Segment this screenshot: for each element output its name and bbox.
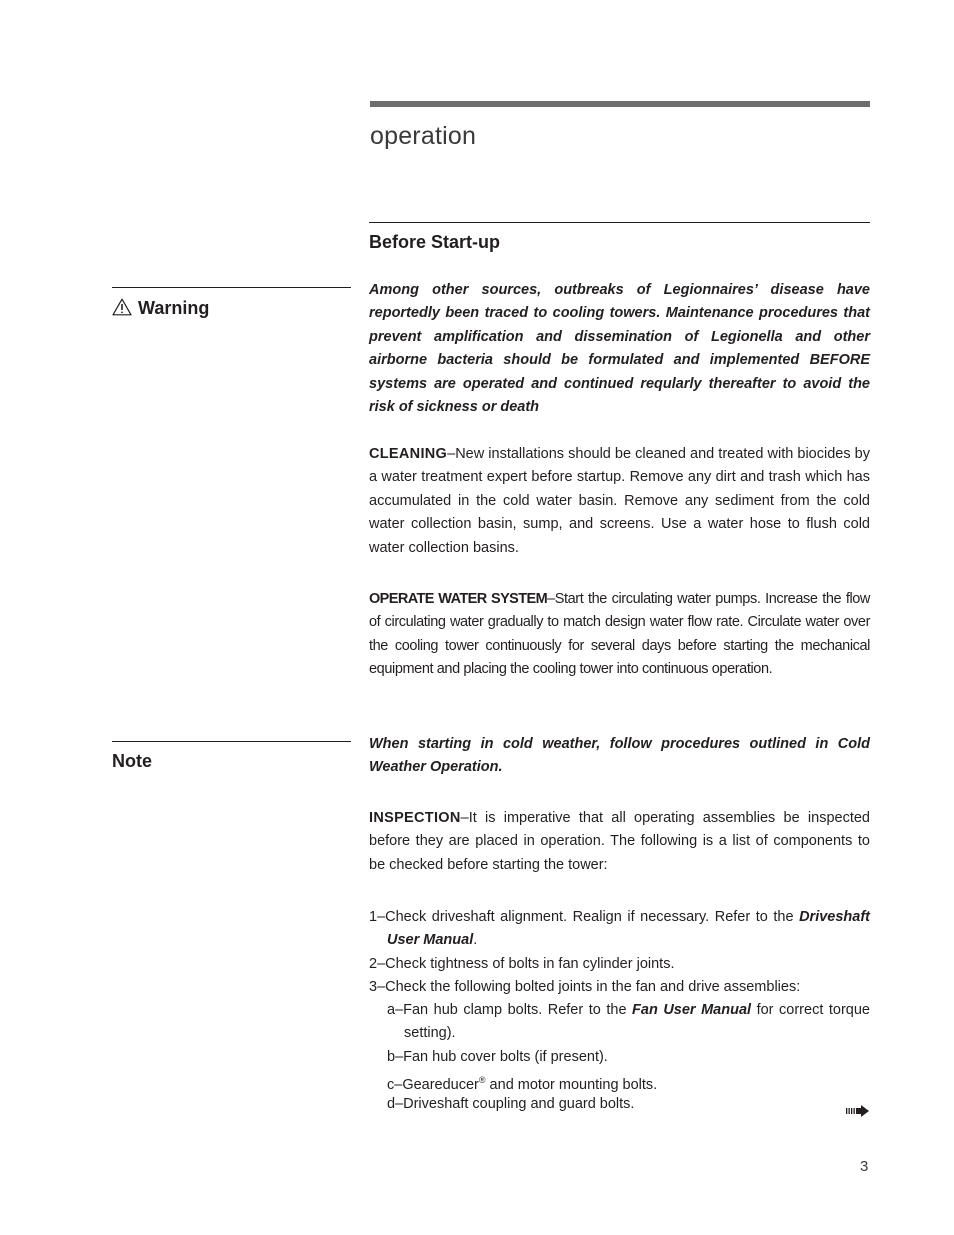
subitem-a-text: a–Fan hub clamp bolts. Refer to the	[387, 1002, 633, 1018]
note-label: Note	[112, 751, 152, 771]
subitem-c-text: c–Geareducer	[387, 1076, 479, 1093]
cleaning-lead: CLEANING	[369, 446, 448, 462]
note-text: When starting in cold weather, follow procedures outlined in Cold Weather Operation.	[369, 736, 870, 776]
list-subitem: d–Driveshaft coupling and guard bolts.	[387, 1096, 635, 1112]
subitem-a-suffix: for correct torque setting).	[404, 1002, 870, 1042]
cleaning-text: –New installations should be cleaned and treated with biocides by a water treatment expert before startup. Remove any dirt and trash which has accumulated in the cold water basin. Remove any sediment from the cold water collection basin, sump, and screens. Use a water hose to flush cold water collection basins.	[369, 446, 870, 556]
page-number: 3	[860, 1158, 869, 1175]
heading-rule	[369, 222, 870, 223]
warning-label-text: Warning	[138, 298, 210, 318]
registered-mark: ®	[478, 1075, 486, 1085]
operate-text: –Start the circulating water pumps. Increase the flow of circulating water gradually to match design water flow rate. Circulate water over the cooling tower continuously for several days before starting the mechanical equipment and placing the cooling tower into continuous operation.	[369, 591, 871, 678]
list-item-1-text: 1–Check driveshaft alignment. Realign if necessary. Refer to the	[369, 909, 800, 925]
cleaning-paragraph	[369, 443, 870, 560]
inspection-lead: INSPECTION	[369, 810, 461, 826]
list-item: 3–Check the following bolted joints in the fan and drive assemblies:	[369, 979, 801, 995]
list-item	[369, 906, 870, 953]
warning-triangle-icon	[112, 298, 132, 321]
operate-paragraph	[369, 588, 870, 682]
section-title: operation	[370, 122, 477, 150]
section-top-rule	[370, 101, 870, 107]
subitem-c-suffix: and motor mounting bolts.	[485, 1076, 658, 1093]
list-item-1-suffix: .	[473, 932, 478, 949]
warning-rule	[112, 287, 351, 288]
continue-arrow-icon	[846, 1104, 870, 1123]
note-rule	[112, 741, 351, 742]
warning-label	[112, 298, 209, 321]
page-heading: Before Start-up	[369, 232, 501, 252]
list-subitem: b–Fan hub cover bolts (if present).	[387, 1049, 608, 1065]
inspection-paragraph	[369, 807, 870, 877]
warning-text: Among other sources, outbreaks of Legionnaires’ disease have reportedly been traced to cooling towers. Maintenance procedures that prevent amplification and dissemination of Legionella and other airborne bacteria should be formulated and implemented BEFORE systems are operated and continued reqularly thereafter to avoid the risk of sickness or death	[369, 282, 870, 416]
list-subitem	[387, 999, 870, 1046]
driveshaft-manual-ref: Driveshaft User Manual	[387, 909, 870, 949]
operate-lead: OPERATE WATER SYSTEM	[369, 591, 548, 607]
fan-manual-ref: Fan User Manual	[632, 1002, 752, 1018]
inspection-text: –It is imperative that all operating assemblies be inspected before they are placed in operation. The following is a list of components to be checked before starting the tower:	[369, 810, 870, 873]
list-item: 2–Check tightness of bolts in fan cylinder joints.	[369, 956, 675, 972]
